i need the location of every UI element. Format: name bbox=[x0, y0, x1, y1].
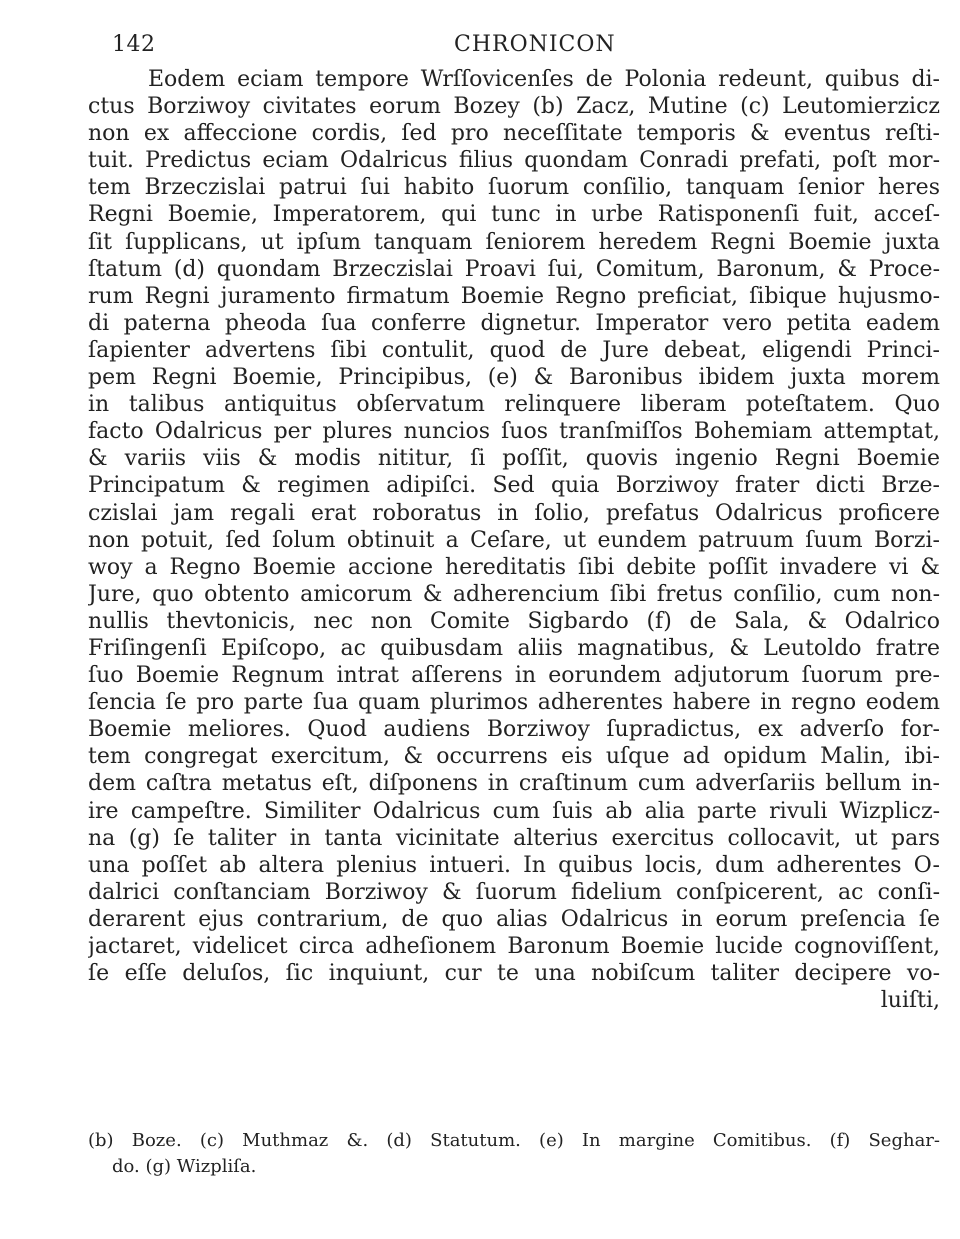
text-line: luiſti, bbox=[880, 988, 940, 1014]
text-line: dalrici conſtanciam Borziwoy & ſuorum fidelium conſpicerent, ac conſi- bbox=[88, 879, 940, 905]
text-line: Eodem eciam tempore Wrſſovicenſes de Polonia redeunt, quibus di- bbox=[148, 67, 940, 92]
text-line: & variis viis & modis nititur, ſi poſſit, quovis ingenio Regni Boemie bbox=[88, 446, 940, 472]
main-text bbox=[88, 66, 940, 1014]
text-line: dem caſtra metatus eſt, diſponens in craſtinum cum adverſariis bellum in- bbox=[88, 771, 940, 797]
text-line: rum Regni juramento firmatum Boemie Regno preficiat, ſibique hujusmo- bbox=[88, 283, 940, 309]
page-number: 142 bbox=[112, 32, 156, 57]
text-line: czislai jam regali erat roboratus in ſolio, prefatus Odalricus proficere bbox=[88, 500, 940, 526]
text-line: tem congregat exercitum, & occurrens eis uſque ad opidum Malin, ibi- bbox=[88, 744, 940, 770]
text-line: nullis thevtonicis, nec non Comite Sigbardo (f) de Sala, & Odalrico bbox=[88, 608, 940, 634]
text-line: non ex affeccione cordis, ſed pro neceſſitate temporis & eventus reſti- bbox=[88, 121, 940, 147]
text-line: na (g) ſe taliter in tanta vicinitate alterius exercitus collocavit, ut pars bbox=[88, 825, 940, 851]
text-line: una poſſet ab altera plenius intueri. In quibus locis, dum adherentes O- bbox=[88, 852, 940, 878]
footnote-line: do. (g) Wizpliſa. bbox=[112, 1156, 257, 1177]
text-line: facto Odalricus per plures nuncios ſuos tranſmiſſos Bohemiam attemptat, bbox=[88, 419, 940, 445]
footnotes bbox=[88, 1128, 940, 1180]
text-line: ſit ſupplicans, ut ipſum tanquam ſeniorem heredem Regni Boemie juxta bbox=[88, 229, 940, 255]
text-line: ſuo Boemie Regnum intrat aſſerens in eorundem adjutorum ſuorum pre- bbox=[88, 663, 940, 689]
text-line: ſencia ſe pro parte ſua quam plurimos adherentes habere in regno eodem bbox=[88, 690, 940, 716]
page-header bbox=[112, 28, 920, 62]
text-line: ſapienter advertens ſibi contulit, quod de Jure debeat, eligendi Princi- bbox=[88, 337, 940, 363]
footnote-line: (b) Boze. (c) Muthmaz &. (d) Statutum. (e) In margine Comitibus. (f) Seghar- bbox=[88, 1130, 940, 1151]
text-line: Boemie meliores. Quod audiens Borziwoy ſupradictus, ex adverſo for- bbox=[88, 717, 940, 743]
text-line: derarent ejus contrarium, de quo alias Odalricus in eorum preſencia ſe bbox=[88, 906, 940, 932]
text-line: Regni Boemie, Imperatorem, qui tunc in urbe Ratisponenſi fuit, acceſ- bbox=[88, 202, 940, 228]
text-line: ctus Borziwoy civitates eorum Bozey (b) Zacz, Mutine (c) Leutomierzicz bbox=[88, 94, 940, 120]
text-line: jactaret, videlicet circa adheſionem Baronum Boemie lucide cognoviſſent, bbox=[88, 934, 940, 959]
text-line: ire campeſtre. Similiter Odalricus cum ſuis ab alia parte rivuli Wizplicz- bbox=[88, 798, 940, 824]
text-line: non potuit, ſed ſolum obtinuit a Ceſare, ut eundem patruum ſuum Borzi- bbox=[88, 527, 940, 553]
text-line: ſtatum (d) quondam Brzeczislai Proavi ſui, Comitum, Baronum, & Proce- bbox=[88, 256, 940, 282]
text-line: di paterna pheoda ſua conferre dignetur. Imperator vero petita eadem bbox=[88, 310, 940, 336]
text-line: tem Brzeczislai patrui ſui habito ſuorum conſilio, tanquam ſenior heres bbox=[88, 175, 940, 201]
text-line: Principatum & regimen adipiſci. Sed quia Borziwoy frater dicti Brze- bbox=[88, 473, 940, 499]
text-line: pem Regni Boemie, Principibus, (e) & Baronibus ibidem juxta morem bbox=[88, 365, 940, 391]
text-line: ſe eſſe deluſos, ſic inquiunt, cur te una nobiſcum taliter decipere vo- bbox=[88, 961, 940, 987]
text-line: Friſingenſi Epiſcopo, ac quibusdam aliis magnatibus, & Leutoldo fratre bbox=[88, 635, 940, 661]
text-line: in talibus antiquitus obſervatum relinquere liberam poteſtatem. Quo bbox=[88, 392, 940, 418]
text-line: Jure, quo obtento amicorum & adherencium ſibi fretus conſilio, cum non- bbox=[88, 581, 940, 607]
text-line: woy a Regno Boemie accione hereditatis ſibi debite poſſit invadere vi & bbox=[88, 554, 940, 580]
text-line: tuit. Predictus eciam Odalricus filius quondam Conradi prefati, poſt mor- bbox=[88, 148, 940, 174]
running-head: CHRONICON bbox=[454, 32, 616, 57]
